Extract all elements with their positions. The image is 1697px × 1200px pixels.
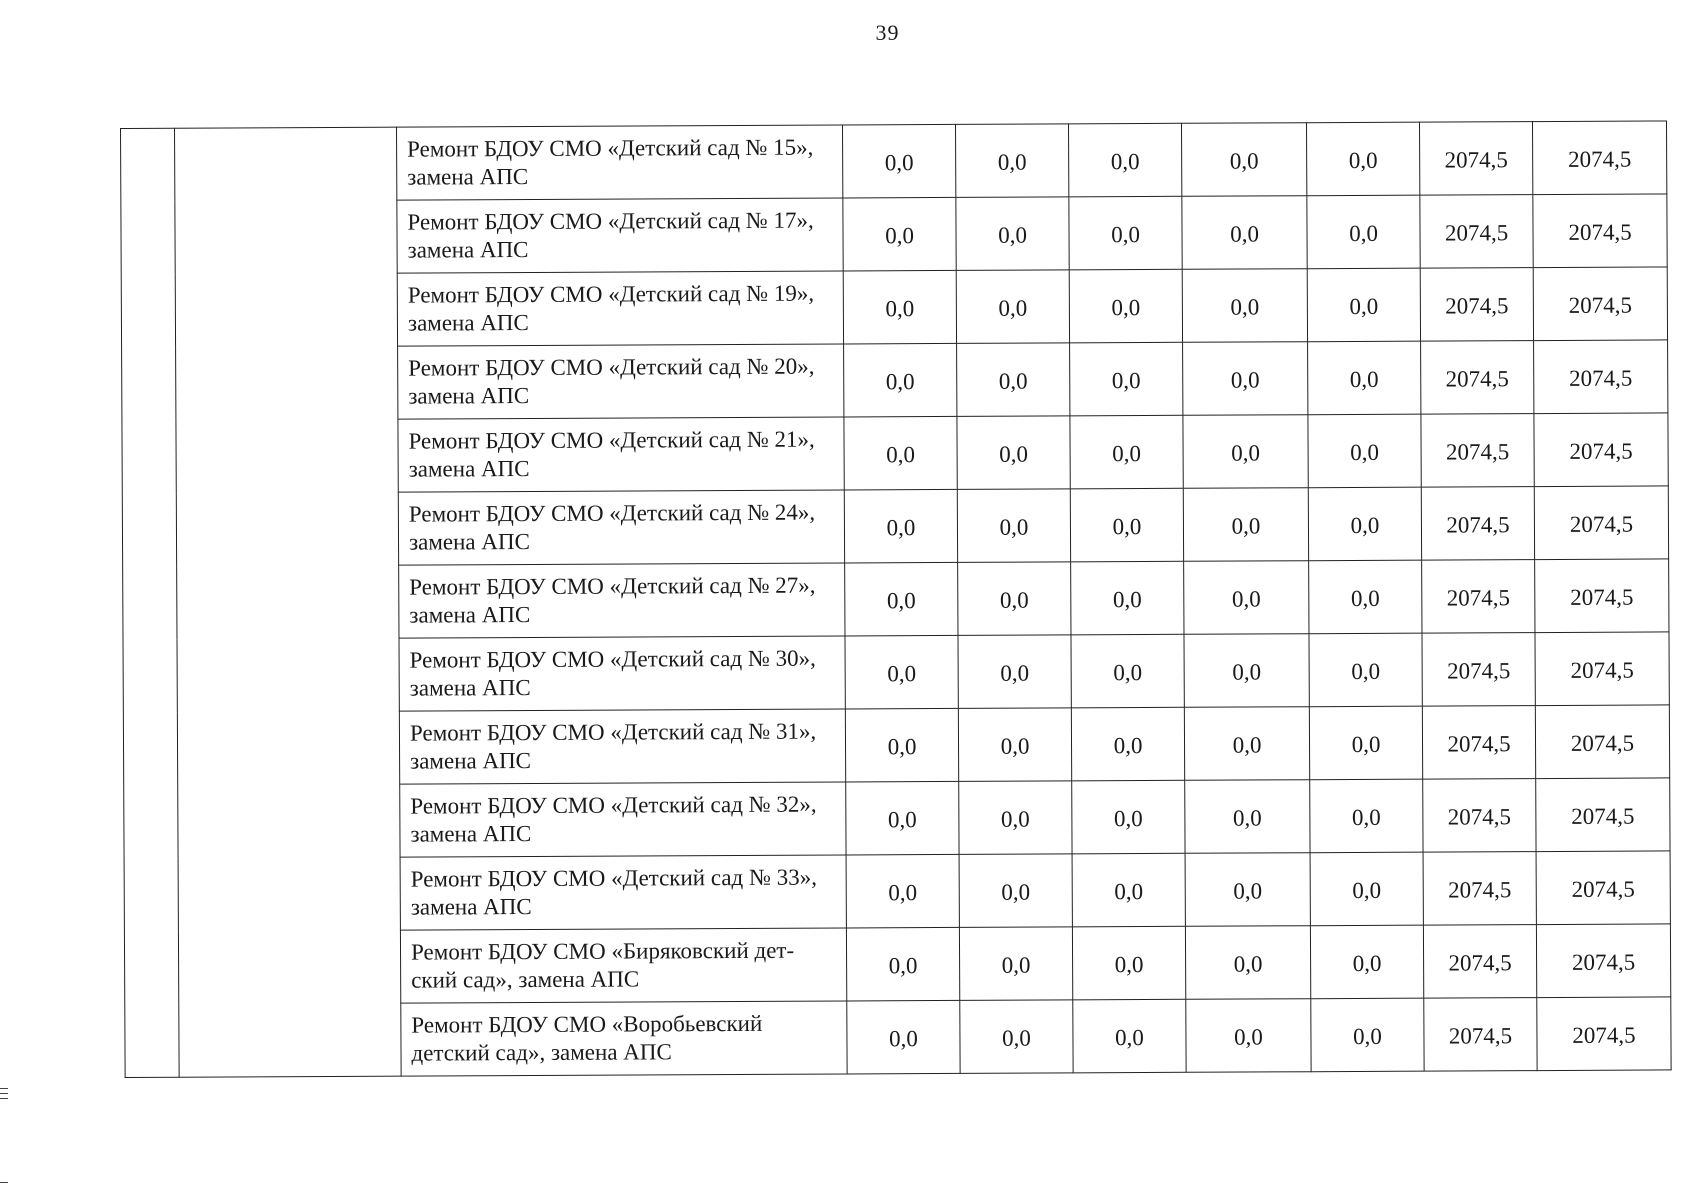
- value-cell: 0,0: [1311, 998, 1424, 1072]
- value-cell: 0,0: [1181, 123, 1306, 197]
- value-cell: 2074,5: [1535, 705, 1669, 779]
- value-cell: 0,0: [956, 197, 1069, 271]
- value-cell: 0,0: [1309, 560, 1422, 634]
- value-cell: 0,0: [959, 781, 1072, 855]
- activity-name-cell: Ремонт БДОУ СМО «Детский сад № 32», замена АПС: [400, 782, 846, 857]
- value-cell: 0,0: [957, 343, 1070, 417]
- activity-name-cell: Ремонт БДОУ СМО «Детский сад № 20», замена АПС: [398, 344, 844, 419]
- row-number-cell: [121, 128, 180, 1077]
- value-cell: 2074,5: [1532, 121, 1666, 195]
- value-cell: 2074,5: [1535, 559, 1669, 633]
- value-cell: 2074,5: [1534, 486, 1668, 560]
- value-cell: 0,0: [845, 562, 958, 636]
- value-cell: 0,0: [1309, 706, 1422, 780]
- value-cell: 0,0: [842, 124, 955, 198]
- value-cell: 0,0: [846, 781, 959, 855]
- value-cell: 0,0: [1307, 195, 1420, 269]
- value-cell: 2074,5: [1421, 487, 1534, 561]
- value-cell: 0,0: [1306, 122, 1419, 196]
- program-name-cell: [175, 127, 402, 1077]
- activity-name-cell: Ремонт БДОУ СМО «Детский сад № 31», замена АПС: [399, 709, 845, 784]
- value-cell: 2074,5: [1420, 268, 1533, 342]
- value-cell: 0,0: [1310, 852, 1423, 926]
- value-cell: 0,0: [1308, 341, 1421, 415]
- value-cell: 0,0: [1183, 415, 1308, 489]
- value-cell: 0,0: [844, 489, 957, 563]
- value-cell: 0,0: [1068, 123, 1181, 197]
- value-cell: 0,0: [1184, 634, 1309, 708]
- value-cell: 0,0: [1309, 633, 1422, 707]
- value-cell: 0,0: [843, 197, 956, 271]
- table-body: [121, 121, 1672, 1078]
- value-cell: 0,0: [1183, 488, 1308, 562]
- value-cell: 0,0: [958, 635, 1071, 709]
- value-cell: 0,0: [1310, 779, 1423, 853]
- value-cell: 2074,5: [1421, 414, 1534, 488]
- value-cell: 2074,5: [1419, 122, 1532, 196]
- value-cell: 0,0: [1072, 853, 1185, 927]
- activity-name-cell: Ремонт БДОУ СМО «Воробьевский детский сад», замена АПС: [401, 1001, 847, 1076]
- value-cell: 0,0: [843, 270, 956, 344]
- value-cell: 0,0: [1185, 780, 1310, 854]
- budget-table: [120, 120, 1672, 1078]
- value-cell: 0,0: [845, 635, 958, 709]
- value-cell: 0,0: [1071, 561, 1184, 635]
- value-cell: 0,0: [1182, 196, 1307, 270]
- page-number: 39: [875, 20, 900, 45]
- scan-mark: [0, 1093, 8, 1094]
- value-cell: 2074,5: [1533, 267, 1667, 341]
- value-cell: 0,0: [956, 270, 1069, 344]
- value-cell: 0,0: [960, 1000, 1073, 1074]
- value-cell: 0,0: [845, 708, 958, 782]
- value-cell: 0,0: [958, 562, 1071, 636]
- value-cell: 0,0: [846, 854, 959, 928]
- value-cell: 0,0: [1071, 634, 1184, 708]
- value-cell: 0,0: [1184, 561, 1309, 635]
- value-cell: 0,0: [1070, 342, 1183, 416]
- value-cell: 0,0: [1183, 342, 1308, 416]
- value-cell: 0,0: [847, 1000, 960, 1074]
- value-cell: 0,0: [1069, 269, 1182, 343]
- value-cell: 2074,5: [1534, 340, 1668, 414]
- value-cell: 0,0: [955, 124, 1068, 198]
- value-cell: 0,0: [1307, 268, 1420, 342]
- value-cell: 0,0: [1072, 926, 1185, 1000]
- value-cell: 2074,5: [1422, 633, 1535, 707]
- value-cell: 2074,5: [1422, 560, 1535, 634]
- value-cell: 0,0: [1185, 853, 1310, 927]
- value-cell: 0,0: [957, 489, 1070, 563]
- activity-name-cell: Ремонт БДОУ СМО «Биряковский дет-ский сад», замена АПС: [400, 928, 846, 1003]
- value-cell: 0,0: [957, 416, 1070, 490]
- value-cell: 2074,5: [1421, 341, 1534, 415]
- value-cell: 2074,5: [1537, 997, 1671, 1071]
- table-row: [121, 121, 1667, 202]
- value-cell: 0,0: [1071, 707, 1184, 781]
- value-cell: 2074,5: [1536, 924, 1670, 998]
- scan-mark: [0, 1182, 8, 1183]
- scan-mark: [0, 1098, 8, 1099]
- activity-name-cell: Ремонт БДОУ СМО «Детский сад № 15», замена АПС: [396, 125, 842, 200]
- value-cell: 0,0: [1308, 487, 1421, 561]
- value-cell: 2074,5: [1534, 413, 1668, 487]
- value-cell: 0,0: [1185, 926, 1310, 1000]
- value-cell: 0,0: [1069, 196, 1182, 270]
- value-cell: 0,0: [958, 708, 1071, 782]
- value-cell: 0,0: [844, 416, 957, 490]
- value-cell: 2074,5: [1424, 998, 1537, 1072]
- value-cell: 2074,5: [1536, 778, 1670, 852]
- value-cell: 2074,5: [1422, 706, 1535, 780]
- scan-mark: [0, 1088, 8, 1089]
- activity-name-cell: Ремонт БДОУ СМО «Детский сад № 21», замена АПС: [398, 417, 844, 492]
- activity-name-cell: Ремонт БДОУ СМО «Детский сад № 19», замена АПС: [397, 271, 843, 346]
- value-cell: 2074,5: [1536, 851, 1670, 925]
- activity-name-cell: Ремонт БДОУ СМО «Детский сад № 27», замена АПС: [399, 563, 845, 638]
- value-cell: 2074,5: [1423, 779, 1536, 853]
- value-cell: 2074,5: [1423, 852, 1536, 926]
- value-cell: 0,0: [1182, 269, 1307, 343]
- activity-name-cell: Ремонт БДОУ СМО «Детский сад № 24», замена АПС: [398, 490, 844, 565]
- value-cell: 2074,5: [1420, 195, 1533, 269]
- value-cell: 0,0: [1310, 925, 1423, 999]
- activity-name-cell: Ремонт БДОУ СМО «Детский сад № 30», замена АПС: [399, 636, 845, 711]
- value-cell: 0,0: [844, 343, 957, 417]
- value-cell: 0,0: [1070, 415, 1183, 489]
- value-cell: 0,0: [1070, 488, 1183, 562]
- value-cell: 0,0: [1073, 999, 1186, 1073]
- activity-name-cell: Ремонт БДОУ СМО «Детский сад № 33», замена АПС: [400, 855, 846, 930]
- value-cell: 0,0: [1186, 999, 1311, 1073]
- value-cell: 0,0: [1308, 414, 1421, 488]
- value-cell: 0,0: [959, 927, 1072, 1001]
- value-cell: 2074,5: [1533, 194, 1667, 268]
- activity-name-cell: Ремонт БДОУ СМО «Детский сад № 17», замена АПС: [397, 198, 843, 273]
- value-cell: 2074,5: [1423, 925, 1536, 999]
- value-cell: 0,0: [959, 854, 1072, 928]
- value-cell: 0,0: [846, 927, 959, 1001]
- value-cell: 2074,5: [1535, 632, 1669, 706]
- value-cell: 0,0: [1072, 780, 1185, 854]
- value-cell: 0,0: [1184, 707, 1309, 781]
